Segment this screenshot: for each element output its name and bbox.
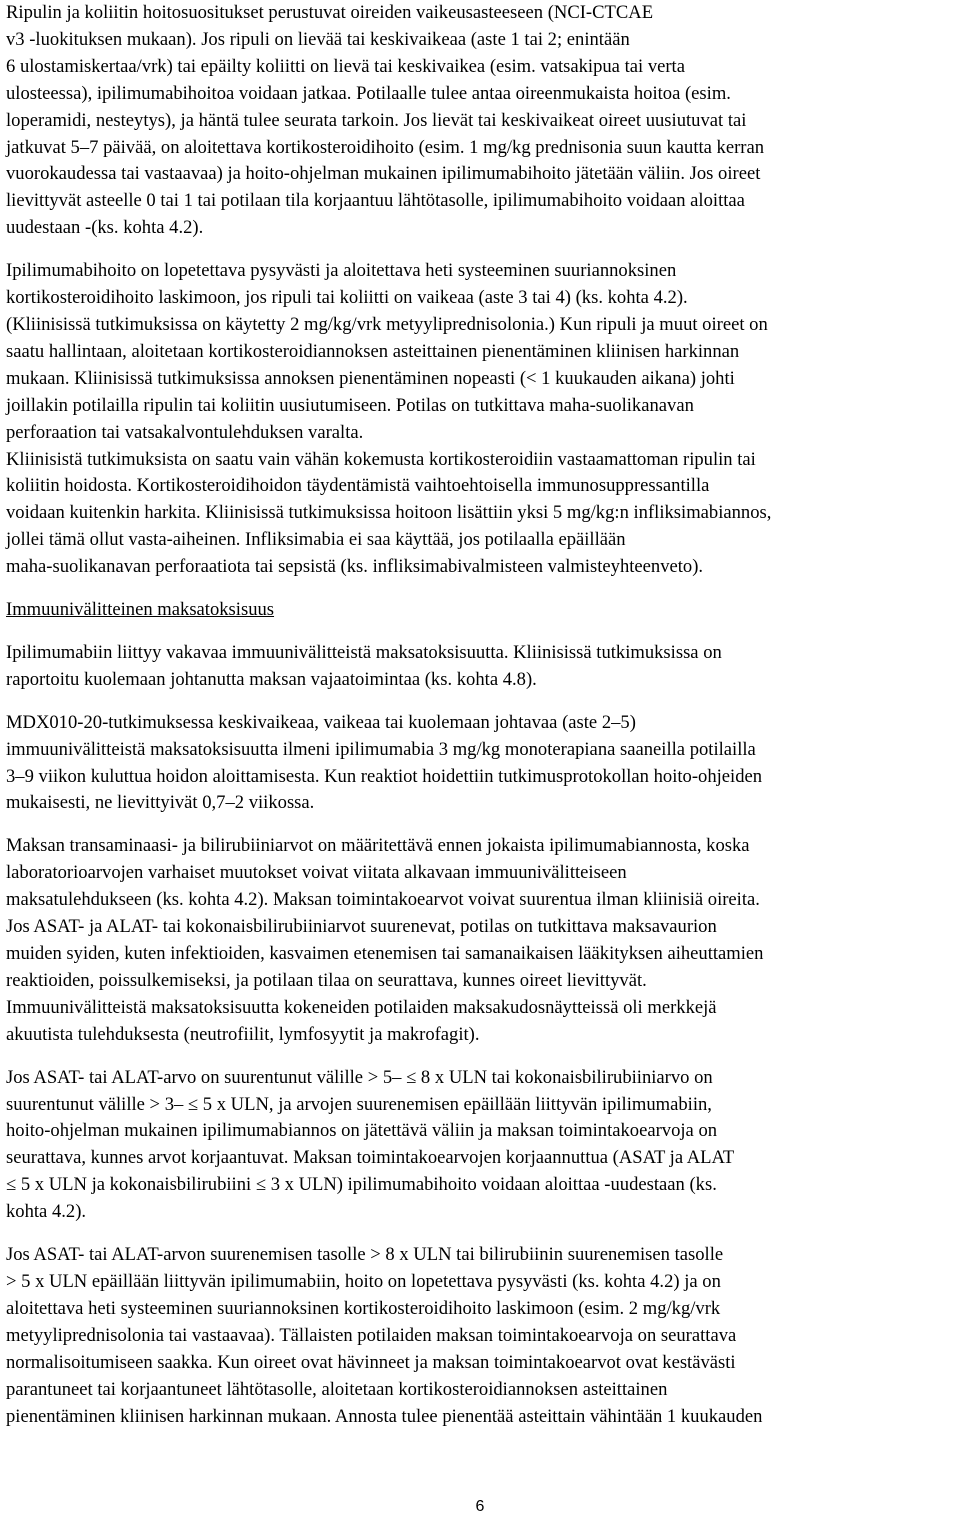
paragraph-diarrhea-colitis-guidance: Ripulin ja koliitin hoitosuositukset perustuvat oireiden vaikeusasteeseen (NCI-CTCAE v3 -luokituksen mukaan). Jos ripuli on lievää tai keskivaikeaa (aste 1 tai 2; enintään 6 ulostamiskertaa/vrk) tai epäilty koliitti on lievä tai keskivaikea (esim. vatsakipua tai verta ulosteessa), ipilimumabihoitoa voidaan jatkaa. Potilaalle tulee antaa oireenmukaista hoitoa (esim. loperamidi, nesteytys), ja häntä tulee seurata tarkoin. Jos lievät tai keskivaikeat oireet uusiutuvat tai jatkuvat 5–7 päivää, on aloitettava kortikosteroidihoito (esim. 1 mg/kg prednisonia suun kautta kerran vuorokaudessa tai vastaavaa) ja hoito-ohjelman mukainen ipilimumabihoito jätetään väliin. Jos oireet lievittyvät asteelle 0 tai 1 tai potilaan tila korjaantuu lähtötasolle, ipilimumabihoito voidaan aloittaa uudestaan -(ks. kohta 4.2). (6, 2, 765, 239)
paragraph-hepatotoxicity-intro: Ipilimumabiin liittyy vakavaa immuunivälitteistä maksatoksisuutta. Kliinisissä tutkimuksissa on raportoitu kuolemaan johtanutta maksan vajaatoimintaa (ks. kohta 4.8). (6, 641, 722, 690)
paragraph-gap (6, 1226, 954, 1242)
paragraph-liver-monitoring: Maksan transaminaasi- ja bilirubiiniarvot on määritettävä ennen jokaista ipilimumabiannosta, koska laboratorioarvojen varhaiset muutokset voivat viitata alkavaan immuunivälitteiseen maksatulehdukseen (ks. kohta 4.2). Maksan toimintakoearvot voivat suurentua ilman kliinisiä oireita. Jos ASAT- ja ALAT- tai kokonaisbilirubiiniarvot suurenevat, potilas on tutkittava maksavaurion muiden syiden, kuten infektioiden, kasvaimen etenemisen tai samanaikaisen lääkityksen aiheuttamien reaktioiden, poissulkemiseksi, ja potilaan tilaa on seurattava, kunnes oireet lievittyvät. Immuunivälitteistä maksatoksisuutta kokeneiden potilaiden maksakudosnäytteissä oli merkkejä akuutista tulehduksesta (neutrofiilit, lymfosyytit ja makrofagit). (6, 835, 764, 1045)
paragraph-gap (6, 581, 954, 597)
document-page (6, 0, 954, 1430)
paragraph-gap (6, 817, 954, 833)
paragraph-mdx010-study: MDX010-20-tutkimuksessa keskivaikeaa, vaikeaa tai kuolemaan johtavaa (aste 2–5) immuunivälitteistä maksatoksisuutta ilmeni ipilimumabia 3 mg/kg monoterapiana saaneilla potilailla 3–9 viikon kuluttua hoidon aloittamisesta. Kun reaktiot hoidettiin tutkimusprotokollan hoito-ohjeiden mukaisesti, ne lievittyivät 0,7–2 viikossa. (6, 711, 763, 814)
section-heading-hepatotoxicity: Immuunivälitteinen maksatoksisuus (6, 599, 275, 621)
paragraph-gap (6, 242, 954, 258)
paragraph-dose-skip-criteria: Jos ASAT- tai ALAT-arvo on suurentunut välille > 5– ≤ 8 x ULN tai kokonaisbilirubiiniarvo on suurentunut välille > 3– ≤ 5 x ULN, ja arvojen suurenemisen epäillään liittyvän ipilimumabiin, hoito-ohjelman mukainen ipilimumabiannos on jätettävä väliin ja maksan toimintakoearvoja on seurattava, kunnes arvot korjaantuvat. Maksan toimintakoearvojen korjaannuttua (ASAT ja ALAT ≤ 5 x ULN ja kokonaisbilirubiini ≤ 3 x ULN) ipilimumabihoito voidaan aloittaa -uudestaan (ks. kohta 4.2). (6, 1066, 735, 1223)
paragraph-permanent-discontinuation: Ipilimumabihoito on lopetettava pysyvästi ja aloitettava heti systeeminen suuriannoksinen kortikosteroidihoito laskimoon, jos ripuli tai koliitti on vaikeaa (aste 3 tai 4) (ks. kohta 4.2). (Kliinisissä tutkimuksissa on käytetty 2 mg/kg/vrk metyyliprednisolonia.) Kun ripuli ja muut oireet on saatu hallintaan, aloitetaan kortikosteroidiannoksen asteittainen pienentäminen kliinisen harkinnan mukaan. Kliinisissä tutkimuksissa annoksen pienentäminen nopeasti (< 1 kuukauden aikana) johti joillakin potilailla ripulin tai koliitin uusiutumiseen. Potilas on tutkittava maha-suolikanavan perforaation tai vatsakalvontulehduksen varalta. Kliinisistä tutkimuksista on saatu vain vähän kokemusta kortikosteroidiin vastaamattoman ripulin tai koliitin hoidosta. Kortikosteroidihoidon täydentämistä vaihtoehtoisella immunosuppressantilla voidaan kuitenkin harkita. Kliinisissä tutkimuksissa hoitoon lisättiin yksi 5 mg/kg:n infliksimabiannos, jollei tämä ollut vasta-aiheinen. Infliksimabia ei saa käyttää, jos potilaalla epäillään maha-suolikanavan perforaatiota tai sepsistä (ks. infliksimabivalmisteen valmisteyhteenveto). (6, 260, 772, 578)
paragraph-gap (6, 1049, 954, 1065)
paragraph-gap (6, 624, 954, 640)
paragraph-gap (6, 694, 954, 710)
page-number: 6 (475, 1498, 485, 1515)
paragraph-discontinuation-criteria: Jos ASAT- tai ALAT-arvon suurenemisen tasolle > 8 x ULN tai bilirubiinin suurenemisen tasolle > 5 x ULN epäillään liittyvän ipilimumabiin, hoito on lopetettava pysyvästi (ks. kohta 4.2) ja on aloitettava heti systeeminen suuriannoksinen kortikosteroidihoito laskimoon (esim. 2 mg/kg/vrk metyyliprednisolonia tai vastaavaa). Tällaisten potilaiden maksan toimintakoearvoja on seurattava normalisoitumiseen saakka. Kun oireet ovat hävinneet ja maksan toimintakoearvot ovat kestävästi parantuneet tai korjaantuneet lähtötasolle, aloitetaan kortikosteroidiannoksen asteittainen pienentäminen kliinisen harkinnan mukaan. Annosta tulee pienentää asteittain vähintään 1 kuukauden (6, 1244, 763, 1427)
